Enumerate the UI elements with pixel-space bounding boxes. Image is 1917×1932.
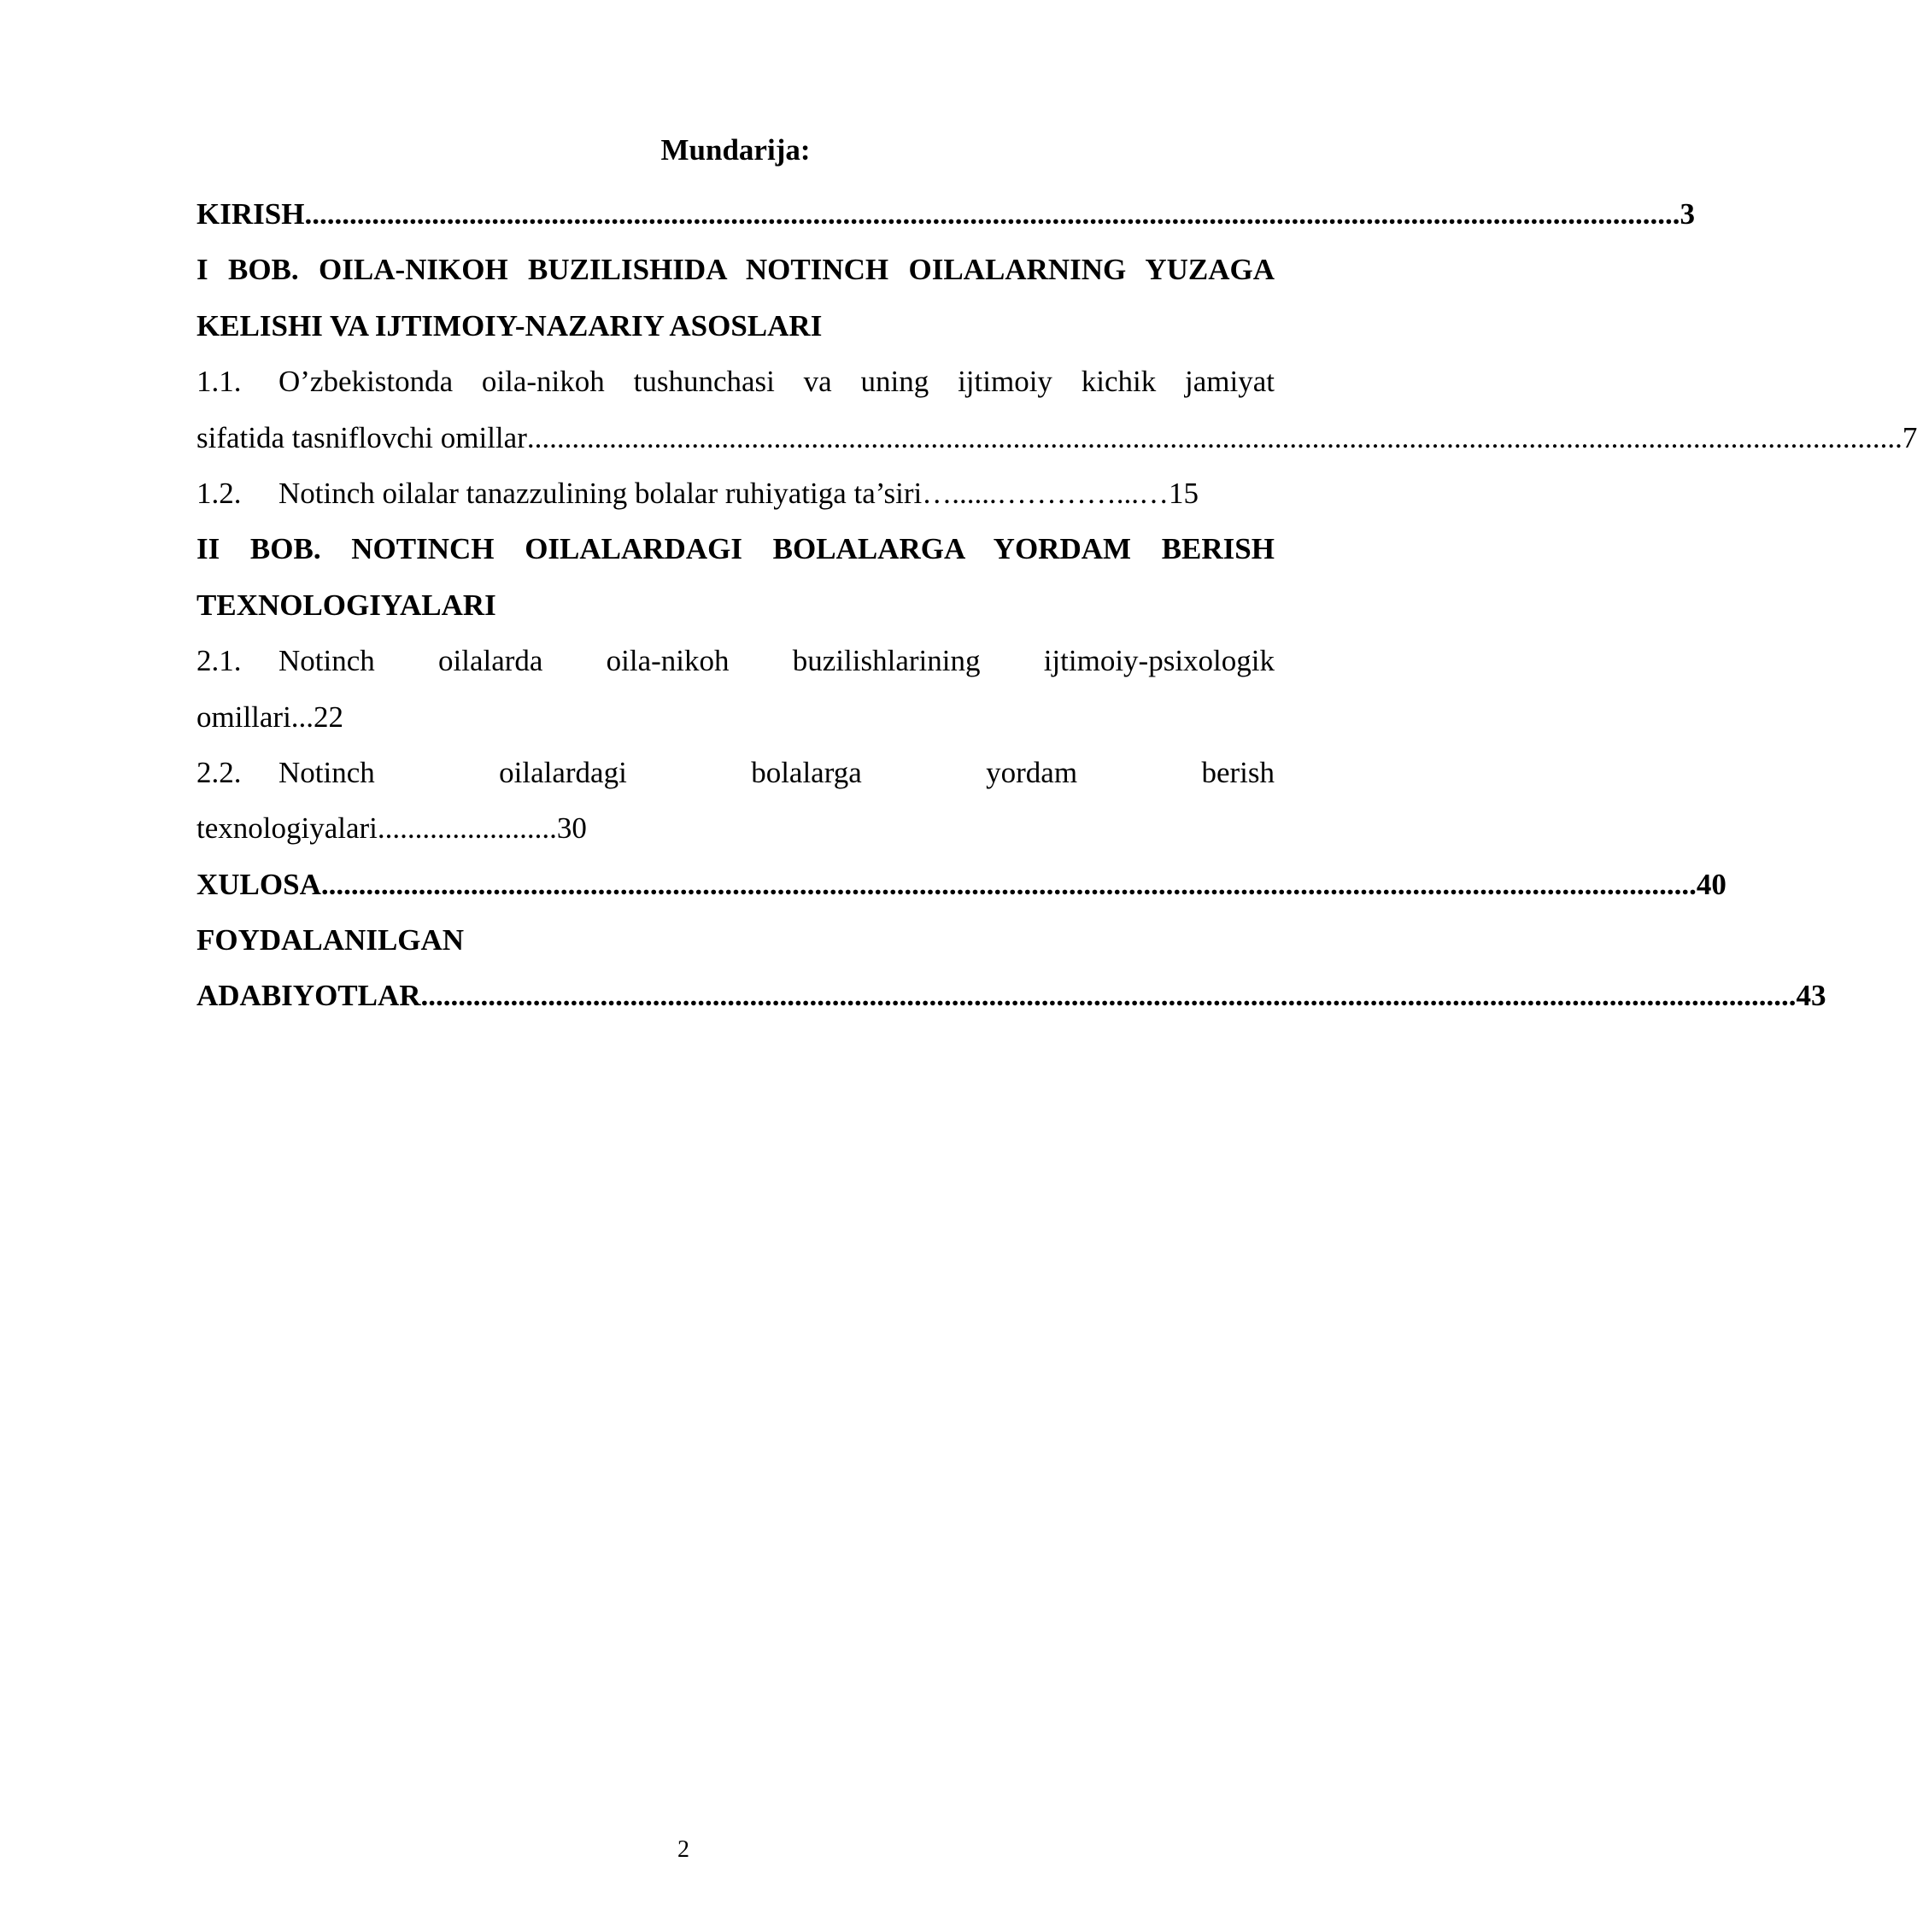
toc-page-number: 3 (1680, 197, 1695, 231)
toc-page-number: 40 (1696, 867, 1726, 901)
toc-entry-kirish (196, 186, 1695, 242)
toc-section-number: 1.1. (196, 365, 242, 399)
toc-section-text: sifatida tasniflovchi omillar (196, 420, 527, 454)
toc-entry-adabiyot-line-2 (196, 968, 1826, 1023)
toc-leader-dots: ........................................................................................................................................................................................ (526, 420, 1902, 454)
toc-chapter-2-line-1: II BOB. NOTINCH OILALARDAGI BOLALARGA YORDAM BERISH (196, 532, 1275, 566)
page-number: 2 (677, 1836, 689, 1863)
toc-entry-label: XULOSA (196, 867, 321, 901)
toc-section-number: 2.1. (196, 644, 242, 678)
toc-section-2-2-line-1 (196, 745, 1275, 800)
toc-entry-label: ADABIYOTLAR (196, 979, 421, 1013)
toc-chapter-1-line-1: I BOB. OILA-NIKOH BUZILISHIDA NOTINCH OILALARNING YUZAGA (196, 253, 1275, 287)
toc-chapter-2-line-2: TEXNOLOGIYALARI (196, 588, 496, 622)
toc-section-2-1-line-1 (196, 633, 1275, 688)
toc-section-1-1-line-1 (196, 354, 1275, 409)
toc-section-1-2 (196, 465, 1275, 521)
toc-section-text: Notinch oilalarda oila-nikoh buzilishlarining ijtimoiy-psixologik (278, 644, 1275, 678)
toc-section-text: Notinch oilalardagi bolalarga yordam berish (278, 755, 1275, 789)
toc-entry-adabiyot-line-1: FOYDALANILGAN (196, 923, 465, 957)
toc-chapter-1-line-2: KELISHI VA IJTIMOIY-NAZARIY ASOSLARI (196, 308, 823, 342)
toc-entry-label: KIRISH (196, 197, 305, 231)
toc-section-number: 1.2. (196, 476, 242, 510)
table-of-contents (196, 130, 1917, 1024)
toc-section-2-1-line-2: omillari...22 (196, 700, 344, 734)
toc-leader-dots: ........................................................................................................................................................................................ (420, 979, 1797, 1013)
toc-section-1-1-line-2 (196, 410, 1917, 465)
toc-leader-dots: ........................................................................................................................................................................................ (320, 867, 1697, 901)
toc-section-number: 2.2. (196, 755, 242, 789)
toc-section-text: Notinch oilalar tanazzulining bolalar ruhiyatiga ta’siri…......…………...…15 (278, 476, 1199, 510)
toc-entry-xulosa (196, 857, 1726, 912)
toc-section-text: O’zbekistonda oila-nikoh tushunchasi va uning ijtimoiy kichik jamiyat (278, 365, 1275, 399)
toc-section-2-2-line-2: texnologiyalari........................30 (196, 811, 587, 846)
toc-page-number: 43 (1796, 979, 1826, 1013)
toc-title: Mundarija: (660, 133, 811, 167)
toc-page-number: 7 (1902, 420, 1917, 454)
toc-leader-dots: ........................................................................................................................................................................................ (304, 197, 1680, 231)
